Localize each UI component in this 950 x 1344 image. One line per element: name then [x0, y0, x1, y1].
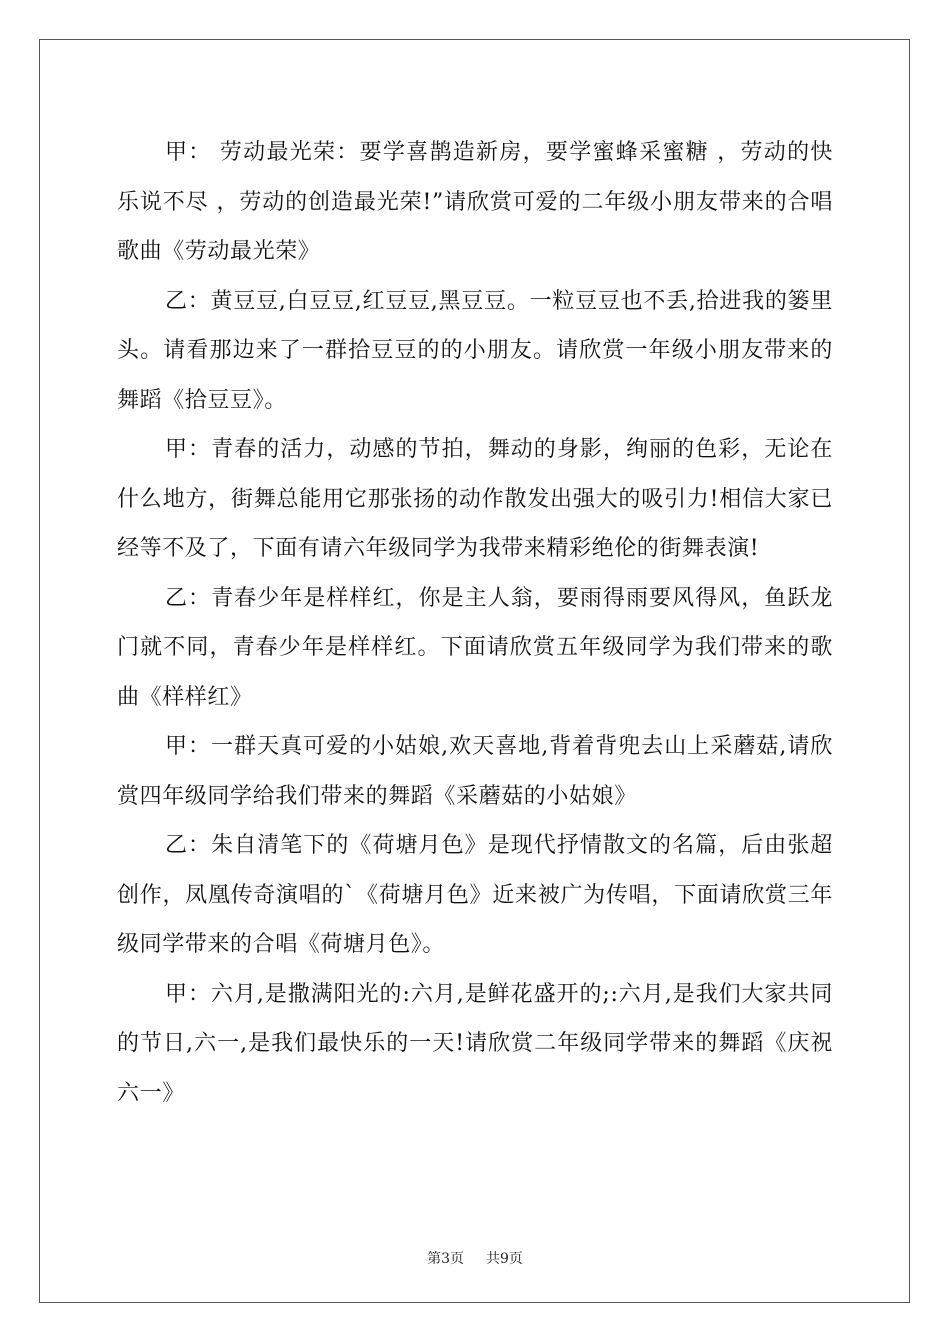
document-body	[117, 128, 833, 1118]
paragraph: 甲：六月,是撒满阳光的:六月,是鲜花盛开的;:六月,是我们大家共同的节日,六一,是我们最快乐的一天!请欣赏二年级同学带来的舞蹈《庆祝六一》	[117, 981, 833, 1106]
paragraph: 乙：朱自清笔下的《荷塘月色》是现代抒情散文的名篇，后由张超创作，凤凰传奇演唱的`《荷塘月色》近来被广为传唱，下面请欣赏三年级同学带来的合唱《荷塘月色》。	[117, 833, 833, 957]
paragraph: 甲：青春的活力，动感的节拍，舞动的身影，绚丽的色彩，无论在什么地方，街舞总能用它那张扬的动作散发出强大的吸引力!相信大家已经等不及了，下面有请六年级同学为我带来精彩绝伦的街舞表演!	[117, 437, 833, 561]
paragraph: 乙：青春少年是样样红，你是主人翁，要雨得雨要风得风，鱼跃龙门就不同，青春少年是样样红。下面请欣赏五年级同学为我们带来的歌曲《样样红》	[117, 585, 833, 710]
paragraph: 乙：黄豆豆,白豆豆,红豆豆,黑豆豆。一粒豆豆也不丢,拾进我的篓里头。请看那边来了一群拾豆豆的的小朋友。请欣赏一年级小朋友带来的舞蹈《拾豆豆》。	[117, 288, 833, 413]
paragraph: 甲：一群天真可爱的小姑娘,欢天喜地,背着背兜去山上采蘑菇,请欣赏四年级同学给我们带来的舞蹈《采蘑菇的小姑娘》	[117, 734, 833, 809]
page-total: 共9页	[486, 1251, 523, 1267]
paragraph: 甲： 劳动最光荣：要学喜鹊造新房，要学蜜蜂采蜜糖 ，劳动的快乐说不尽 ，劳动的创造最光荣!”请欣赏可爱的二年级小朋友带来的合唱歌曲《劳动最光荣》	[117, 140, 833, 264]
page-number: 第3页	[427, 1251, 464, 1267]
page-footer	[0, 1248, 950, 1268]
